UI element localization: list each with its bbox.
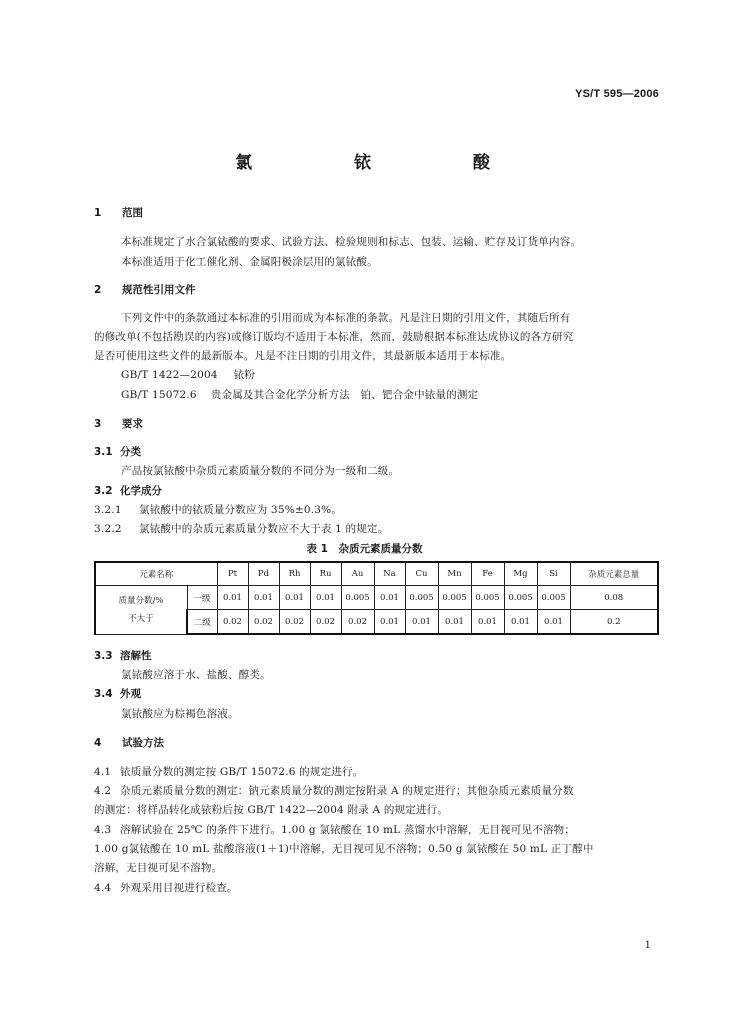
section-4-heading: 4 试验方法	[94, 737, 164, 749]
section-2-para-line-2: 的修改单(不包括勘误的内容)或修订版均不适用于本标准，然而，鼓励根据本标准达成协议的各方研究	[94, 331, 574, 343]
table-cell: 0.01	[310, 586, 341, 610]
document-title: 氯 铱 酸	[235, 153, 538, 173]
table-cell: 0.02	[279, 610, 310, 635]
header-element: Pt	[217, 562, 248, 586]
table-cell: 0.005	[537, 586, 570, 610]
table-cell: 0.01	[405, 610, 438, 635]
reference-1: GB/T 1422—2004 铱粉	[121, 369, 256, 381]
table-header-row	[95, 562, 658, 586]
impurity-table	[94, 561, 659, 635]
header-element: Mg	[504, 562, 537, 586]
table-cell: 0.01	[504, 610, 537, 635]
table-cell: 0.02	[310, 610, 341, 635]
table-cell: 0.005	[471, 586, 504, 610]
section-3-1-text: 产品按氯铱酸中杂质元素质量分数的不同分为一级和二级。	[121, 465, 400, 477]
header-element-name: 元素名称	[95, 562, 217, 586]
header-element: Au	[341, 562, 374, 586]
table-cell: 0.02	[341, 610, 374, 635]
section-2-heading: 2 规范性引用文件	[94, 284, 196, 296]
section-4-3-line-1: 4.3 溶解试验在 25℃ 的条件下进行。1.00 g 氯铱酸在 10 mL 蒸馏水中溶解，无目视可见不溶物；	[94, 824, 576, 836]
section-2-para-line-1: 下列文件中的条款通过本标准的引用而成为本标准的条款。凡是注日期的引用文件，其随后所有	[121, 312, 571, 324]
table-cell: 0.01	[438, 610, 471, 635]
section-3-heading: 3 要求	[94, 418, 143, 430]
reference-2: GB/T 15072.6 贵金属及其合金化学分析方法 铂、钯合金中铱量的测定	[121, 389, 479, 401]
table-cell: 0.005	[438, 586, 471, 610]
table-1-caption: 表 1 杂质元素质量分数	[306, 543, 423, 555]
header-element: Fe	[471, 562, 504, 586]
standard-number: YS/T 595—2006	[575, 88, 659, 100]
table-cell: 0.005	[405, 586, 438, 610]
table-cell: 0.01	[279, 586, 310, 610]
section-3-4-text: 氯铱酸应为棕褐色溶液。	[121, 708, 239, 720]
table-cell: 0.005	[504, 586, 537, 610]
table-cell: 0.01	[374, 610, 405, 635]
section-4-4: 4.4 外观采用目视进行检查。	[94, 882, 238, 894]
section-4-2-line-2: 的测定：将样品转化成铱粉后按 GB/T 1422—2004 附录 A 的规定进行。	[94, 804, 449, 816]
section-4-1: 4.1 铱质量分数的测定按 GB/T 15072.6 的规定进行。	[94, 766, 364, 778]
header-element: Si	[537, 562, 570, 586]
section-3-3-text: 氯铱酸应溶于水、盐酸、醇类。	[121, 669, 271, 681]
grade-label: 二级	[187, 610, 217, 635]
section-1-para-2: 本标准适用于化工催化剂、金属阳极涂层用的氯铱酸。	[121, 256, 378, 268]
section-4-3-line-3: 溶解，无目视可见不溶物。	[94, 862, 223, 874]
table-cell: 0.01	[537, 610, 570, 635]
section-3-2-2: 3.2.2 氯铱酸中的杂质元素质量分数应不大于表 1 的规定。	[94, 523, 389, 535]
table-cell: 0.01	[248, 586, 279, 610]
section-2-para-line-3: 是否可使用这些文件的最新版本。凡是不注日期的引用文件，其最新版本适用于本标准。	[94, 350, 512, 362]
section-4-2-line-1: 4.2 杂质元素质量分数的测定：钠元素质量分数的测定按附录 A 的规定进行；其他杂质元素质量分数	[94, 785, 574, 797]
header-element: Rh	[279, 562, 310, 586]
row-group-label: 质量分数/% 不大于	[95, 586, 187, 635]
section-3-1-heading: 3.1 分类	[94, 446, 141, 458]
header-element: Cu	[405, 562, 438, 586]
table-cell: 0.01	[471, 610, 504, 635]
section-3-2-1: 3.2.1 氯铱酸中的铱质量分数应为 35%±0.3%。	[94, 504, 343, 516]
table-cell-total: 0.08	[570, 586, 658, 610]
page-number: 1	[644, 940, 651, 951]
section-3-3-heading: 3.3 溶解性	[94, 650, 152, 662]
table-cell: 0.02	[217, 610, 248, 635]
header-element: Pd	[248, 562, 279, 586]
header-element: Na	[374, 562, 405, 586]
section-1-heading: 1 范围	[94, 207, 143, 219]
section-4-3-line-2: 1.00 g氯铱酸在 10 mL 盐酸溶液(1＋1)中溶解，无目视可见不溶物；0.50 g 氯铱酸在 50 mL 正丁醇中	[94, 843, 594, 855]
section-3-4-heading: 3.4 外观	[94, 688, 141, 700]
table-cell: 0.005	[341, 586, 374, 610]
header-total: 杂质元素总量	[570, 562, 658, 586]
table-cell: 0.01	[217, 586, 248, 610]
table-cell-total: 0.2	[570, 610, 658, 635]
table-cell: 0.02	[248, 610, 279, 635]
table-cell: 0.01	[374, 586, 405, 610]
header-element: Mn	[438, 562, 471, 586]
header-element: Ru	[310, 562, 341, 586]
section-3-2-heading: 3.2 化学成分	[94, 485, 162, 497]
section-1-para-1: 本标准规定了水合氯铱酸的要求、试验方法、检验规则和标志、包装、运输、贮存及订货单内容。	[121, 236, 582, 248]
grade-label: 一级	[187, 586, 217, 610]
table-row	[95, 586, 658, 610]
